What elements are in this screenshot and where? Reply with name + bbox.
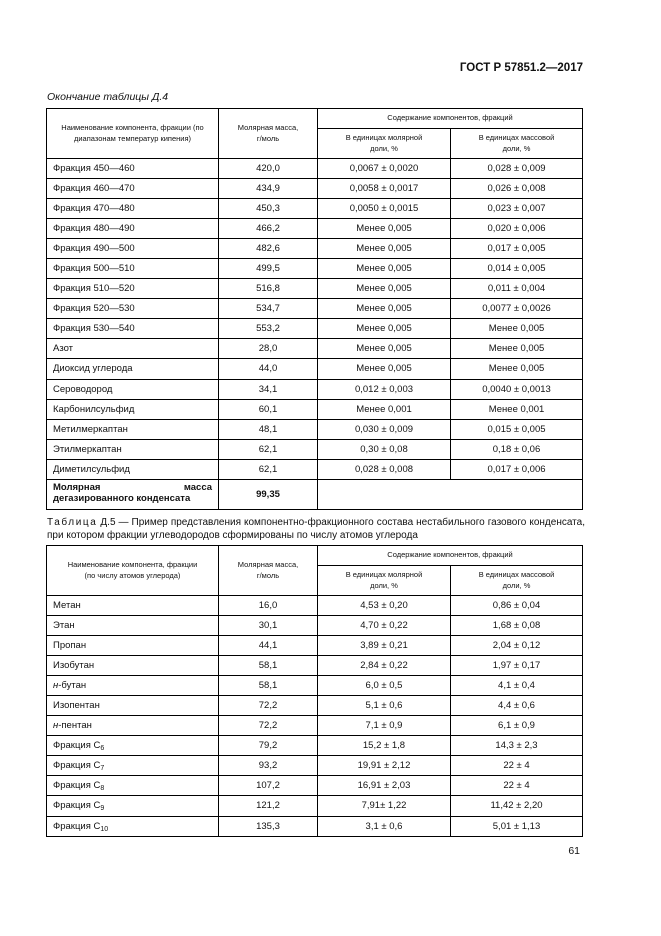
table-row [47, 776, 583, 796]
total-label: Молярная масса дегазированного конденсата [47, 479, 219, 509]
table-row [47, 259, 583, 279]
component-name [47, 459, 219, 479]
header-molar-mass: Молярная масса, г/моль [219, 546, 318, 596]
component-name-text: Диоксид углерода [53, 363, 133, 375]
molar-mass-value: 135,3 [219, 816, 318, 836]
mass-fraction-value: 11,42 ± 2,20 [451, 796, 583, 816]
component-name-text: Изобутан [53, 660, 95, 672]
table-row [47, 159, 583, 179]
component-name [47, 796, 219, 816]
mass-fraction-value: 4,4 ± 0,6 [451, 696, 583, 716]
molar-fraction-value: 0,0058 ± 0,0017 [318, 179, 451, 199]
component-name-text: Сероводород [53, 383, 113, 395]
table-row [47, 199, 583, 219]
molar-mass-value: 107,2 [219, 776, 318, 796]
table-row [47, 299, 583, 319]
mass-fraction-value: 0,18 ± 0,06 [451, 439, 583, 459]
molar-mass-value: 434,9 [219, 179, 318, 199]
molar-mass-value: 28,0 [219, 339, 318, 359]
component-name [47, 159, 219, 179]
table-row [47, 596, 583, 616]
mass-fraction-value: 0,017 ± 0,006 [451, 459, 583, 479]
molar-mass-value: 72,2 [219, 716, 318, 736]
molar-mass-value: 93,2 [219, 756, 318, 776]
molar-mass-value: 62,1 [219, 459, 318, 479]
component-name-text: Метилмеркаптан [53, 423, 128, 435]
table-row [47, 439, 583, 459]
mass-fraction-value: 0,0077 ± 0,0026 [451, 299, 583, 319]
component-name [47, 279, 219, 299]
component-name [47, 319, 219, 339]
mass-fraction-value: Менее 0,005 [451, 359, 583, 379]
component-name-text: Фракция С [53, 820, 101, 832]
component-name-text: -пентан [58, 720, 92, 732]
mass-fraction-value: 2,04 ± 0,12 [451, 636, 583, 656]
component-name-text: Фракция 470—480 [53, 203, 135, 215]
molar-mass-value: 44,1 [219, 636, 318, 656]
component-name-text: Диметилсульфид [53, 463, 130, 475]
carbon-number-subscript: 8 [100, 785, 105, 793]
table-row [47, 459, 583, 479]
molar-fraction-value: Менее 0,001 [318, 399, 451, 419]
header-component-name: Наименование компонента, фракции (по диапазонам температур кипения) [47, 109, 219, 159]
table-row [47, 279, 583, 299]
component-name-text: Фракция С [53, 760, 101, 772]
table-row [47, 736, 583, 756]
component-name-text: Фракция 460—470 [53, 183, 135, 195]
molar-fraction-value: 0,030 ± 0,009 [318, 419, 451, 439]
component-name [47, 399, 219, 419]
document-code: ГОСТ Р 57851.2—2017 [459, 62, 583, 74]
component-name [47, 756, 219, 776]
table-d5-caption [47, 516, 585, 542]
molar-mass-value: 34,1 [219, 379, 318, 399]
table-row [47, 796, 583, 816]
component-name [47, 696, 219, 716]
header-component-name: Наименование компонента, фракции (по числу атомов углерода) [47, 546, 219, 596]
component-name-text: Этилмеркаптан [53, 443, 122, 455]
molar-mass-value: 16,0 [219, 596, 318, 616]
component-name [47, 676, 219, 696]
component-name [47, 596, 219, 616]
component-name [47, 259, 219, 279]
component-name [47, 219, 219, 239]
molar-mass-value: 450,3 [219, 199, 318, 219]
header-content: Содержание компонентов, фракций [318, 546, 583, 566]
molar-mass-value: 30,1 [219, 616, 318, 636]
mass-fraction-value: 0,020 ± 0,006 [451, 219, 583, 239]
page-number: 61 [568, 845, 580, 857]
mass-fraction-value: Менее 0,005 [451, 319, 583, 339]
molar-mass-value: 466,2 [219, 219, 318, 239]
mass-fraction-value: 0,014 ± 0,005 [451, 259, 583, 279]
component-name [47, 299, 219, 319]
component-name [47, 359, 219, 379]
molar-fraction-value: 0,30 ± 0,08 [318, 439, 451, 459]
header-mass-fraction: В единицах массовой доли, % [451, 566, 583, 596]
header-mass-fraction: В единицах массовой доли, % [451, 129, 583, 159]
empty-cell [451, 479, 583, 509]
molar-mass-value: 58,1 [219, 656, 318, 676]
mass-fraction-value: 0,015 ± 0,005 [451, 419, 583, 439]
molar-fraction-value: Менее 0,005 [318, 339, 451, 359]
molar-fraction-value: Менее 0,005 [318, 319, 451, 339]
carbon-number-subscript: 6 [100, 745, 105, 753]
molar-mass-value: 44,0 [219, 359, 318, 379]
component-name [47, 716, 219, 736]
molar-fraction-value: 5,1 ± 0,6 [318, 696, 451, 716]
mass-fraction-value: 0,017 ± 0,005 [451, 239, 583, 259]
table-row [47, 636, 583, 656]
component-name-text: Фракция 530—540 [53, 323, 135, 335]
total-molar-mass: 99,35 [219, 479, 318, 509]
table-d5-caption-label: Таблица [47, 517, 98, 528]
molar-mass-value: 121,2 [219, 796, 318, 816]
table-row [47, 816, 583, 836]
molar-fraction-value: 0,012 ± 0,003 [318, 379, 451, 399]
carbon-number-subscript: 9 [100, 805, 105, 813]
mass-fraction-value: 5,01 ± 1,13 [451, 816, 583, 836]
mass-fraction-value: 0,023 ± 0,007 [451, 199, 583, 219]
table-d5 [46, 545, 583, 837]
mass-fraction-value: 22 ± 4 [451, 756, 583, 776]
component-name-text: Азот [53, 343, 74, 355]
mass-fraction-value: 6,1 ± 0,9 [451, 716, 583, 736]
component-name-text: Фракция 520—530 [53, 303, 135, 315]
molar-fraction-value: 0,0050 ± 0,0015 [318, 199, 451, 219]
empty-cell [318, 479, 451, 509]
table-row [47, 399, 583, 419]
molar-mass-value: 72,2 [219, 696, 318, 716]
component-name [47, 239, 219, 259]
component-name-text: Фракция 490—500 [53, 243, 135, 255]
component-name [47, 776, 219, 796]
molar-mass-value: 420,0 [219, 159, 318, 179]
table-row [47, 616, 583, 636]
mass-fraction-value: 0,026 ± 0,008 [451, 179, 583, 199]
component-name-prefix: н [53, 680, 59, 692]
table-row [47, 756, 583, 776]
mass-fraction-value: 4,1 ± 0,4 [451, 676, 583, 696]
molar-fraction-value: Менее 0,005 [318, 219, 451, 239]
table-row [47, 696, 583, 716]
mass-fraction-value: 14,3 ± 2,3 [451, 736, 583, 756]
mass-fraction-value: 0,0040 ± 0,0013 [451, 379, 583, 399]
component-name-text: Пропан [53, 640, 87, 652]
component-name [47, 439, 219, 459]
carbon-number-subscript: 10 [100, 825, 109, 833]
molar-fraction-value: 7,1 ± 0,9 [318, 716, 451, 736]
component-name [47, 616, 219, 636]
header-molar-mass: Молярная масса, г/моль [219, 109, 318, 159]
table-row [47, 339, 583, 359]
component-name-text: Карбонилсульфид [53, 403, 135, 415]
component-name-text: Фракция 500—510 [53, 263, 135, 275]
table-row [47, 716, 583, 736]
component-name-text: -бутан [58, 680, 87, 692]
mass-fraction-value: Менее 0,001 [451, 399, 583, 419]
mass-fraction-value: 0,028 ± 0,009 [451, 159, 583, 179]
molar-fraction-value: 16,91 ± 2,03 [318, 776, 451, 796]
molar-fraction-value: 6,0 ± 0,5 [318, 676, 451, 696]
table-d4 [46, 108, 583, 510]
molar-fraction-value: 15,2 ± 1,8 [318, 736, 451, 756]
carbon-number-subscript: 7 [100, 765, 105, 773]
molar-mass-value: 48,1 [219, 419, 318, 439]
table-d5-caption-text: Д.5 — Пример представления компонентно-фракционного состава нестабильного газового конденсата, при котором фракции углеводородов сформированы по числу атомов углерода [47, 517, 585, 541]
component-name-text: Этан [53, 620, 75, 632]
table-row [47, 676, 583, 696]
molar-fraction-value: 4,53 ± 0,20 [318, 596, 451, 616]
table-row [47, 219, 583, 239]
molar-mass-value: 499,5 [219, 259, 318, 279]
table-row [47, 319, 583, 339]
molar-mass-value: 553,2 [219, 319, 318, 339]
molar-fraction-value: 3,1 ± 0,6 [318, 816, 451, 836]
component-name [47, 179, 219, 199]
component-name [47, 379, 219, 399]
molar-mass-value: 79,2 [219, 736, 318, 756]
molar-fraction-value: 7,91± 1,22 [318, 796, 451, 816]
molar-fraction-value: Менее 0,005 [318, 259, 451, 279]
table-row [47, 179, 583, 199]
molar-fraction-value: 4,70 ± 0,22 [318, 616, 451, 636]
molar-fraction-value: 0,0067 ± 0,0020 [318, 159, 451, 179]
component-name-text: Фракция С [53, 800, 101, 812]
total-row [47, 479, 583, 509]
molar-mass-value: 534,7 [219, 299, 318, 319]
component-name [47, 339, 219, 359]
mass-fraction-value: 0,86 ± 0,04 [451, 596, 583, 616]
molar-fraction-value: Менее 0,005 [318, 359, 451, 379]
component-name-text: Фракция 450—460 [53, 163, 135, 175]
molar-mass-value: 58,1 [219, 676, 318, 696]
mass-fraction-value: 0,011 ± 0,004 [451, 279, 583, 299]
table-row [47, 419, 583, 439]
molar-fraction-value: 2,84 ± 0,22 [318, 656, 451, 676]
component-name [47, 816, 219, 836]
component-name [47, 656, 219, 676]
component-name-text: Фракция С [53, 780, 101, 792]
component-name-text: Фракция 480—490 [53, 223, 135, 235]
mass-fraction-value: 22 ± 4 [451, 776, 583, 796]
mass-fraction-value: Менее 0,005 [451, 339, 583, 359]
component-name-text: Изопентан [53, 700, 100, 712]
header-content: Содержание компонентов, фракций [318, 109, 583, 129]
molar-fraction-value: 3,89 ± 0,21 [318, 636, 451, 656]
component-name [47, 199, 219, 219]
component-name [47, 419, 219, 439]
component-name-text: Метан [53, 600, 81, 612]
molar-mass-value: 60,1 [219, 399, 318, 419]
component-name-text: Фракция 510—520 [53, 283, 135, 295]
table-row [47, 379, 583, 399]
table-row [47, 359, 583, 379]
molar-mass-value: 62,1 [219, 439, 318, 459]
molar-mass-value: 482,6 [219, 239, 318, 259]
header-molar-fraction: В единицах молярной доли, % [318, 129, 451, 159]
component-name [47, 636, 219, 656]
header-molar-fraction: В единицах молярной доли, % [318, 566, 451, 596]
molar-fraction-value: 0,028 ± 0,008 [318, 459, 451, 479]
molar-fraction-value: Менее 0,005 [318, 299, 451, 319]
molar-mass-value: 516,8 [219, 279, 318, 299]
table-row [47, 656, 583, 676]
mass-fraction-value: 1,97 ± 0,17 [451, 656, 583, 676]
table-row [47, 239, 583, 259]
mass-fraction-value: 1,68 ± 0,08 [451, 616, 583, 636]
component-name [47, 736, 219, 756]
component-name-prefix: н [53, 720, 59, 732]
molar-fraction-value: Менее 0,005 [318, 239, 451, 259]
table-d4-caption: Окончание таблицы Д.4 [47, 91, 169, 103]
molar-fraction-value: Менее 0,005 [318, 279, 451, 299]
component-name-text: Фракция С [53, 740, 101, 752]
molar-fraction-value: 19,91 ± 2,12 [318, 756, 451, 776]
